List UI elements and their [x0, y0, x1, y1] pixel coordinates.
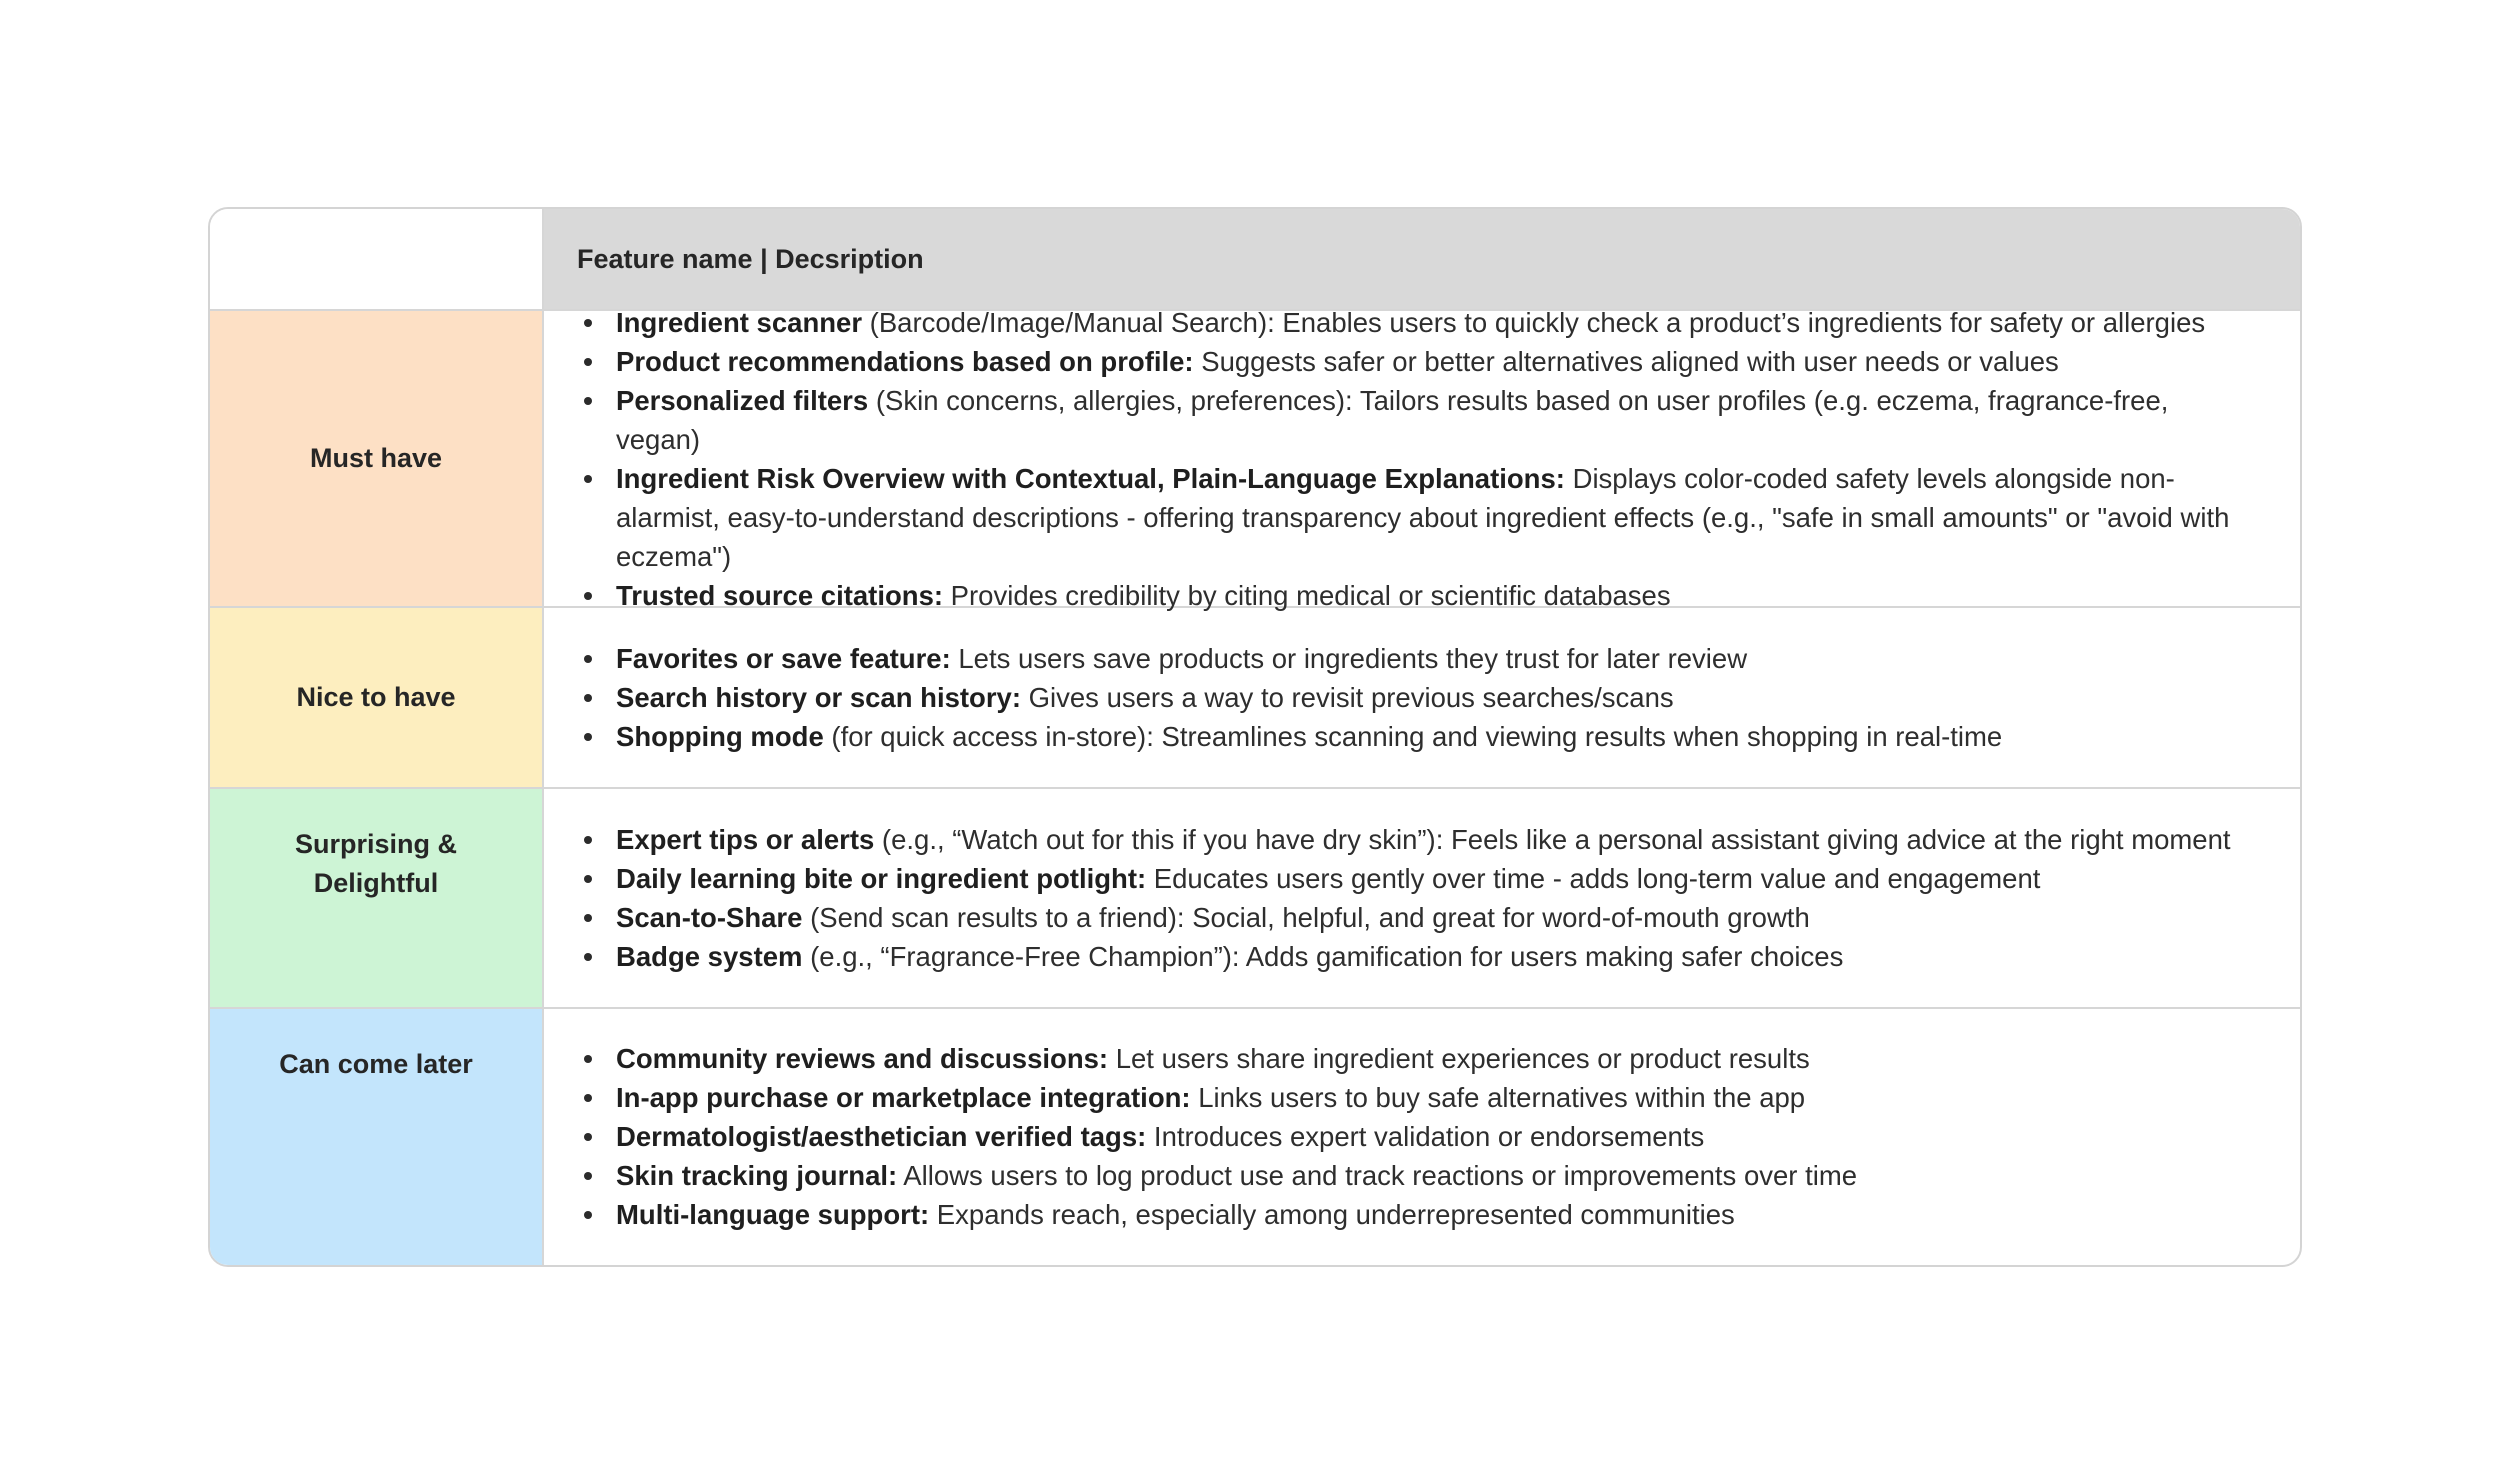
feature-item: [584, 717, 2002, 756]
feature-name: Multi-language support:: [616, 1199, 930, 1230]
feature-item: [584, 937, 2231, 976]
feature-description: Expands reach, especially among underrepresented communities: [929, 1199, 1735, 1230]
feature-description: Lets users save products or ingredients they trust for later review: [950, 643, 1748, 674]
feature-name: Dermatologist/aesthetician verified tags:: [616, 1121, 1147, 1152]
feature-list: [584, 639, 2002, 756]
feature-item: [584, 678, 2002, 717]
feature-name: Favorites or save feature:: [616, 643, 951, 674]
feature-description: Suggests safer or better alternatives aligned with user needs or values: [1193, 345, 2059, 377]
feature-item: [584, 576, 2260, 615]
row-content-nice-to-have: [544, 608, 2300, 789]
feature-item: [584, 303, 2260, 342]
feature-name: In-app purchase or marketplace integration:: [616, 1082, 1191, 1113]
feature-name: Skin tracking journal:: [616, 1160, 898, 1191]
table-header: Feature name | Decsription: [544, 209, 2300, 311]
feature-name: Expert tips or alerts: [616, 824, 875, 855]
feature-list: [584, 820, 2231, 976]
feature-description: Let users share ingredient experiences or product results: [1108, 1043, 1810, 1074]
feature-item: [584, 1039, 1857, 1078]
feature-name: Search history or scan history:: [616, 682, 1021, 713]
row-label-can-come-later: Can come later: [210, 1009, 544, 1265]
feature-description: Introduces expert validation or endorsements: [1146, 1121, 1705, 1152]
feature-item: [584, 342, 2260, 381]
feature-item: [584, 859, 2231, 898]
row-label-surprising-delightful: [210, 789, 544, 1009]
feature-name: Shopping mode: [616, 721, 824, 752]
feature-item: [584, 1117, 1857, 1156]
feature-item: [584, 1195, 1857, 1234]
row-label-nice-to-have: Nice to have: [210, 608, 544, 789]
feature-description: Displays color-coded safety levels alongside non-alarmist, easy-to-understand descriptions - offering transparency about ingredient effects (e.g., "safe in small amounts" or "avoid with eczema"): [616, 462, 2230, 572]
table-corner-cell: [210, 209, 544, 311]
feature-item: [584, 459, 2260, 576]
feature-description: (e.g., “Watch out for this if you have dry skin”): Feels like a personal assistant giving advice at the right moment: [874, 824, 2231, 855]
row-content-surprising-delightful: [544, 789, 2300, 1009]
feature-name: Personalized filters: [616, 384, 869, 416]
row-label-text: Surprising & Delightful: [294, 829, 457, 898]
row-label-must-have: Must have: [210, 311, 544, 608]
feature-name: Ingredient scanner: [616, 306, 863, 338]
feature-item: [584, 381, 2260, 459]
feature-description: (for quick access in-store): Streamlines scanning and viewing results when shopping in real-time: [823, 721, 2003, 752]
feature-name: Daily learning bite or ingredient potlight:: [616, 863, 1147, 894]
feature-name: Product recommendations based on profile:: [616, 345, 1194, 377]
feature-description: (e.g., “Fragrance-Free Champion”): Adds gamification for users making safer choices: [802, 941, 1844, 972]
row-content-can-come-later: [544, 1009, 2300, 1265]
feature-list: [584, 303, 2260, 615]
feature-item: [584, 820, 2231, 859]
feature-list: [584, 1039, 1857, 1234]
feature-name: Scan-to-Share: [616, 902, 803, 933]
feature-item: [584, 639, 2002, 678]
feature-description: (Barcode/Image/Manual Search): Enables users to quickly check a product’s ingredients for safety or allergies: [862, 306, 2206, 338]
feature-description: Allows users to log product use and track reactions or improvements over time: [897, 1160, 1858, 1191]
feature-description: Provides credibility by citing medical or scientific databases: [943, 579, 1671, 611]
feature-description: Educates users gently over time - adds long-term value and engagement: [1146, 863, 2041, 894]
feature-name: Trusted source citations:: [616, 579, 944, 611]
feature-name: Ingredient Risk Overview with Contextual, Plain-Language Explanations:: [616, 462, 1565, 494]
feature-name: Badge system: [616, 941, 803, 972]
feature-name: Community reviews and discussions:: [616, 1043, 1109, 1074]
row-content-must-have: [544, 306, 2300, 611]
feature-item: [584, 898, 2231, 937]
feature-description: Links users to buy safe alternatives within the app: [1190, 1082, 1806, 1113]
feature-description: (Skin concerns, allergies, preferences): Tailors results based on user profiles (e.g. eczema, fragrance-free, vegan): [616, 384, 2169, 455]
feature-item: [584, 1156, 1857, 1195]
feature-item: [584, 1078, 1857, 1117]
feature-priority-table: [208, 207, 2302, 1267]
feature-description: (Send scan results to a friend): Social, helpful, and great for word-of-mouth growth: [802, 902, 1810, 933]
feature-description: Gives users a way to revisit previous searches/scans: [1021, 682, 1674, 713]
